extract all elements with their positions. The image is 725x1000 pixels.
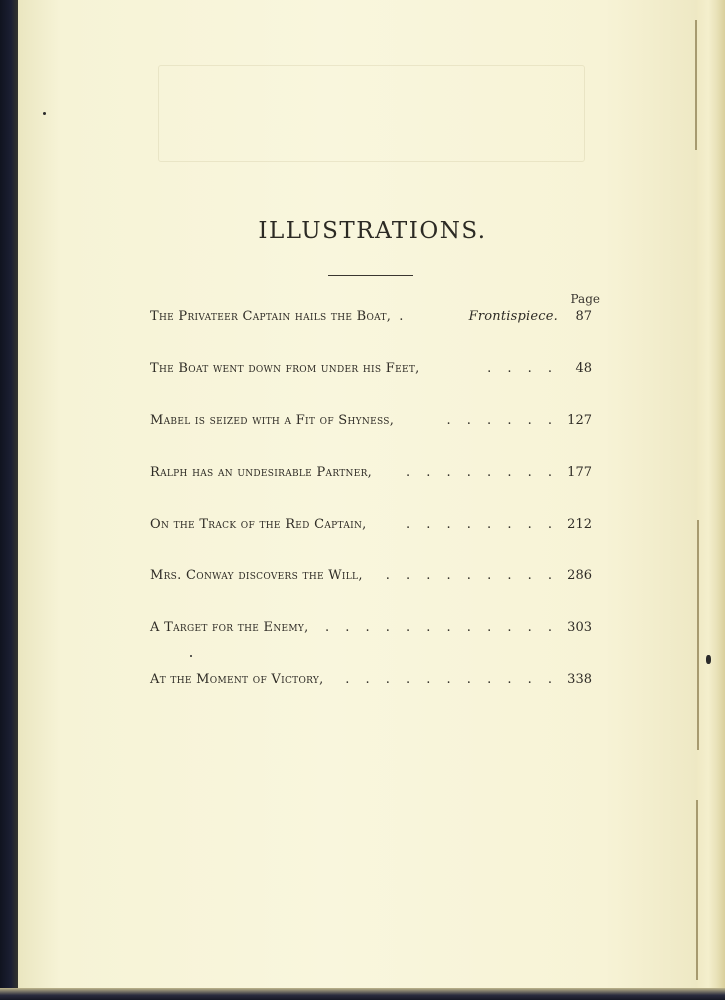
entry-page-number: 303: [567, 620, 592, 635]
dot-leader: .: [399, 309, 410, 324]
edge-shadow-line: [696, 800, 698, 980]
entry-page-number: 212: [567, 517, 592, 532]
edge-shadow-line: [697, 520, 699, 750]
ink-speck: [190, 655, 192, 657]
entry-title: The Boat went down from under his Feet,: [150, 361, 420, 376]
ink-speck: [706, 655, 711, 664]
illustration-entry: [150, 361, 592, 383]
illustration-entry: [150, 568, 592, 590]
entry-title: The Privateer Captain hails the Boat,: [150, 309, 392, 324]
dot-leader: . . . . . . . . . . . .: [324, 620, 558, 635]
entry-title: Mabel is seized with a Fit of Shyness,: [150, 413, 395, 428]
entry-note: Frontispiece.: [468, 309, 558, 324]
dot-leader: . . . . . .: [446, 413, 558, 428]
dot-leader: . . . .: [487, 361, 558, 376]
page-edge: [697, 0, 725, 1000]
entry-page-number: 338: [567, 672, 592, 687]
dot-leader: . . . . . . . .: [406, 465, 558, 480]
entry-page-number: 286: [567, 568, 592, 583]
page-title: ILLUSTRATIONS.: [258, 218, 487, 244]
show-through-plate: [158, 65, 585, 162]
illustration-entry: [150, 517, 592, 539]
ink-speck: [43, 112, 46, 115]
illustration-entry: [150, 672, 592, 694]
edge-shadow-line: [695, 20, 697, 150]
dot-leader: . . . . . . . . . . .: [345, 672, 558, 687]
entry-title: Ralph has an undesirable Partner,: [150, 465, 373, 480]
entry-title: Mrs. Conway discovers the Will,: [150, 568, 363, 583]
page-column-header: Page: [570, 292, 600, 306]
entry-page-number: 48: [575, 361, 592, 376]
dot-leader: . . . . . . . . .: [385, 568, 558, 583]
dot-leader: . . . . . . . .: [406, 517, 558, 532]
entry-page-number: 127: [567, 413, 592, 428]
illustration-entry: [150, 620, 592, 642]
illustration-entry: [150, 413, 592, 435]
entry-page-number: 177: [567, 465, 592, 480]
book-binding: [0, 0, 20, 1000]
illustration-entry: [150, 309, 592, 331]
entry-title: A Target for the Enemy,: [150, 620, 309, 635]
illustration-entry: [150, 465, 592, 487]
paper-page: [18, 0, 708, 990]
entry-title: At the Moment of Victory,: [150, 672, 324, 687]
bottom-edge: [0, 988, 725, 1000]
entry-title: On the Track of the Red Captain,: [150, 517, 367, 532]
title-rule: [328, 275, 413, 276]
entry-page-number: 87: [575, 309, 592, 324]
